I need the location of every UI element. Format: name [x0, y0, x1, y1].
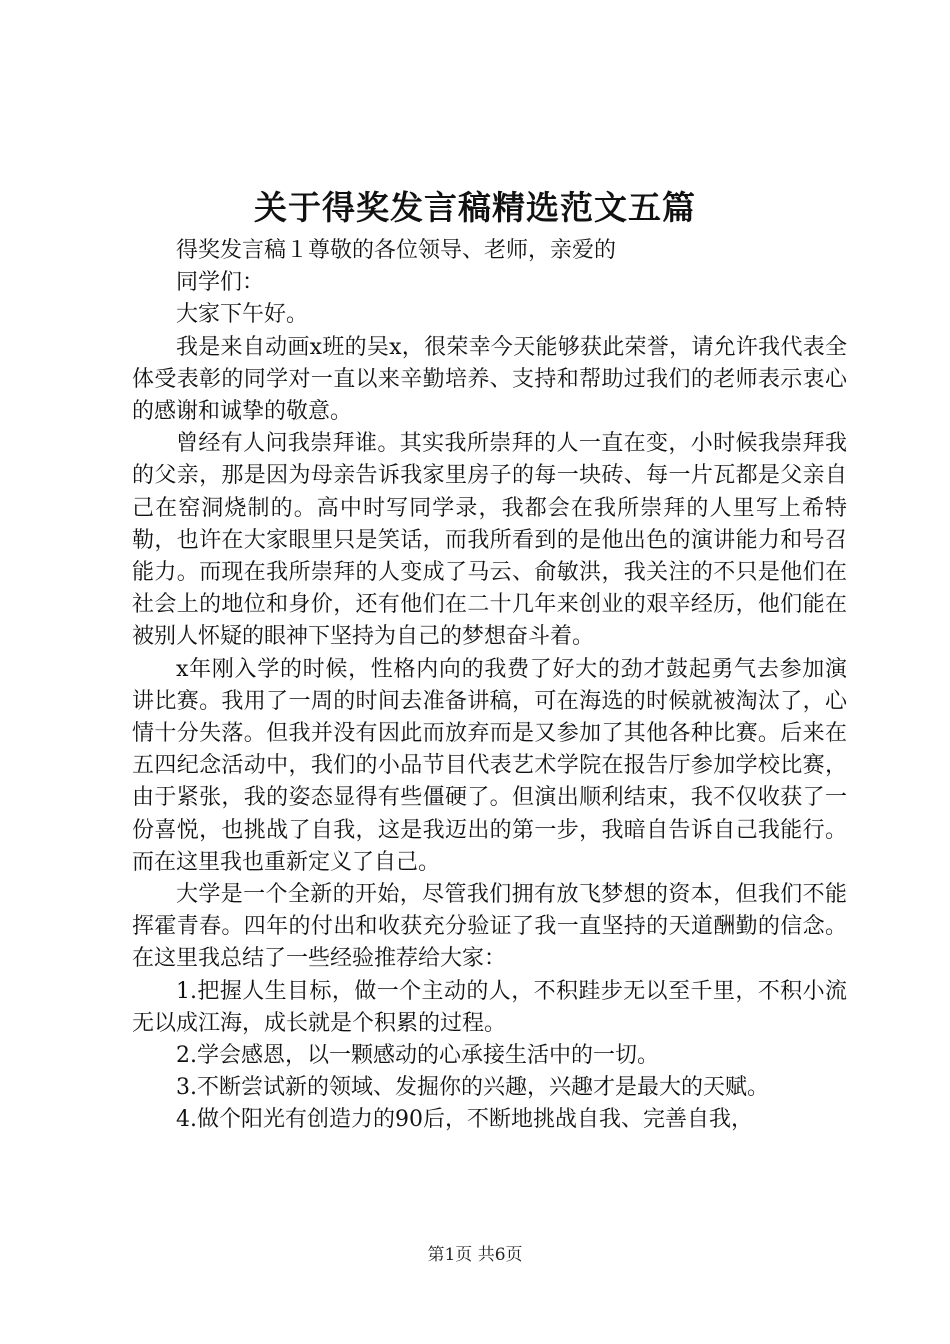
list-item-3: 3.不断尝试新的领域、发掘你的兴趣，兴趣才是最大的天赋。 [176, 1075, 769, 1101]
paragraph-greeting: 得奖发言稿１尊敬的各位领导、老师，亲爱的 [176, 238, 617, 263]
paragraph-first-year: x年刚入学的时候，性格内向的我费了好大的劲才鼓起勇气去参加演讲比赛。我用了一周的时间去准备讲稿，可在海选的时候就被淘汰了，心情十分失落。但我并没有因此而放弃而是又参加了其他各种比赛。后来在五四纪念活动中，我们的小品节目代表艺术学院在报告厅参加学校比赛，由于紧张，我的姿态显得有些僵硬了。但演出顺利结束，我不仅收获了一份喜悦，也挑战了自我，这是我迈出的第一步，我暗自告诉自己我能行。而在这里我也重新定义了自己。 [132, 656, 847, 875]
list-item-1: 1.把握人生目标，做一个主动的人，不积跬步无以至千里，不积小流无以成江海，成长就是个积累的过程。 [132, 978, 847, 1036]
paragraph-idols: 曾经有人问我崇拜谁。其实我所崇拜的人一直在变，小时候我崇拜我的父亲，那是因为母亲告诉我家里房子的每一块砖、每一片瓦都是父亲自己在窑洞烧制的。高中时写同学录，我都会在我所崇拜的人里写上希特勒，也许在大家眼里只是笑话，而我所看到的是他出色的演讲能力和号召能力。而现在我所崇拜的人变成了马云、俞敏洪，我关注的不只是他们在社会上的地位和身价，还有他们在二十几年来创业的艰辛经历，他们能在被别人怀疑的眼神下坚持为自己的梦想奋斗着。 [132, 431, 847, 650]
document-body [132, 235, 847, 1137]
document-title: 关于得奖发言稿精选范文五篇 [254, 188, 696, 227]
paragraph-university: 大学是一个全新的开始，尽管我们拥有放飞梦想的资本，但我们不能挥霍青春。四年的付出和收获充分验证了我一直坚持的天道酬勤的信念。在这里我总结了一些经验推荐给大家： [132, 882, 847, 972]
list-item-4: 4.做个阳光有创造力的90后，不断地挑战自我、完善自我， [176, 1107, 753, 1133]
paragraph-salutation: 大家下午好。 [176, 302, 309, 328]
page-number-footer: 第1页 共6页 [427, 1245, 523, 1265]
paragraph-intro: 我是来自动画x班的吴x，很荣幸今天能够获此荣誉，请允许我代表全体受表彰的同学对一直以来辛勤培养、支持和帮助过我们的老师表示衷心的感谢和诚挚的敬意。 [132, 334, 847, 425]
paragraph-audience: 同学们： [176, 270, 265, 296]
list-item-2: 2.学会感恩，以一颗感动的心承接生活中的一切。 [176, 1043, 659, 1069]
